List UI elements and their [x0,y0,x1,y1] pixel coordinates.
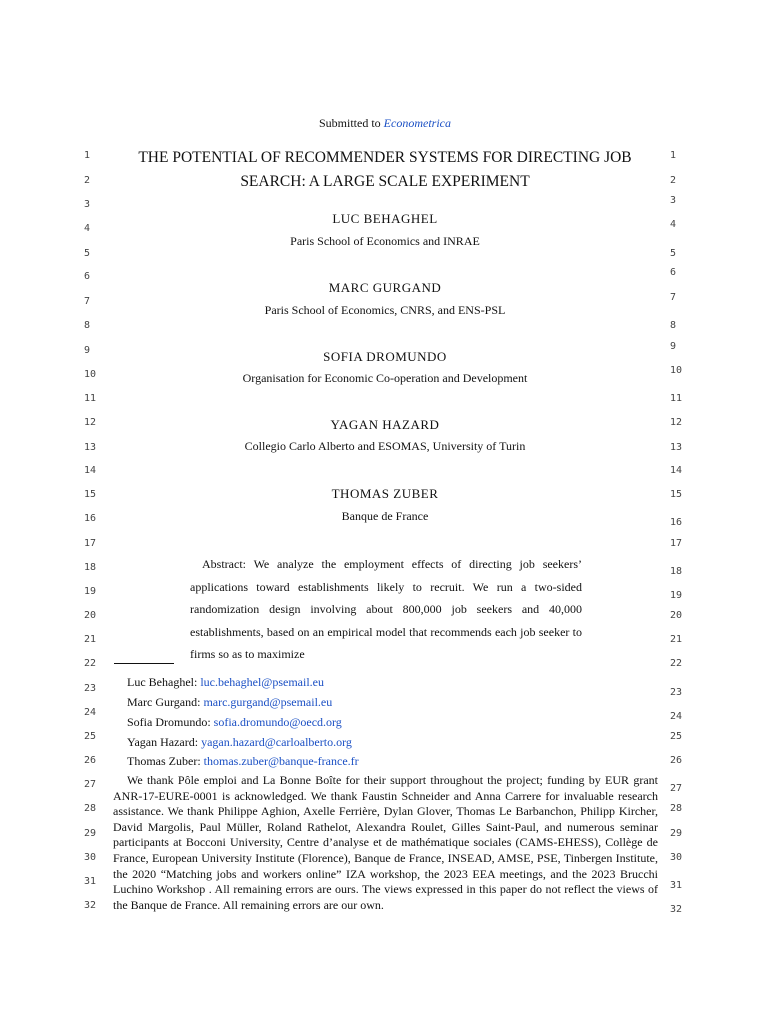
line-number-right: 25 [670,731,683,742]
line-number-left: 24 [84,707,97,718]
line-number-left: 25 [84,731,97,742]
contact-label: Thomas Zuber: [127,754,201,768]
line-number-left: 30 [84,852,97,863]
line-number-left: 2 [84,175,91,186]
line-number-right: 3 [670,195,677,206]
journal-link[interactable]: Econometrica [383,116,451,130]
submission-header [0,116,770,131]
author-name: MARC GURGAND [328,280,442,295]
line-number-right: 20 [670,610,683,621]
author-affiliation: Organisation for Economic Co-operation and Development [242,371,528,385]
line-number-right: 19 [670,590,683,601]
line-number-right: 26 [670,755,683,766]
footnote-rule [114,663,174,664]
line-number-left: 22 [84,658,97,669]
line-number-left: 28 [84,803,97,814]
line-number-right: 8 [670,320,677,331]
line-number-left: 9 [84,345,91,356]
line-number-right: 4 [670,219,677,230]
line-number-right: 30 [670,852,683,863]
line-number-right: 18 [670,566,683,577]
line-number-right: 12 [670,417,683,428]
author-affiliation: Paris School of Economics and INRAE [290,234,480,248]
line-number-right: 27 [670,783,683,794]
line-number-left: 6 [84,271,91,282]
abstract-text: Abstract: We analyze the employment effects of directing job seekers’ applications toward establishments likely to recruit. We run a two-sided randomization design involving about 800,000 job seekers and 40,000 establishments, based on an empirical model that recommends each job seeker to firms so as to maximize [190,557,582,661]
email-link[interactable]: yagan.hazard@carloalberto.org [201,735,352,749]
line-number-left: 13 [84,442,97,453]
contact-line [127,695,332,710]
line-number-right: 31 [670,880,683,891]
line-number-right: 7 [670,292,677,303]
line-number-left: 15 [84,489,97,500]
line-number-left: 21 [84,634,97,645]
line-number-left: 11 [84,393,97,404]
line-number-right: 22 [670,658,683,669]
line-number-right: 24 [670,711,683,722]
abstract [190,553,582,666]
line-number-right: 13 [670,442,683,453]
author-name: THOMAS ZUBER [331,486,439,501]
contact-label: Marc Gurgand: [127,695,201,709]
contact-line [127,754,359,769]
line-number-right: 2 [670,175,677,186]
contact-line [127,715,342,730]
contact-line [127,675,324,690]
line-number-left: 26 [84,755,97,766]
line-number-right: 23 [670,687,683,698]
line-number-left: 12 [84,417,97,428]
title-line-2: SEARCH: A LARGE SCALE EXPERIMENT [240,173,530,190]
contact-line [127,735,352,750]
line-number-right: 11 [670,393,683,404]
line-number-right: 16 [670,517,683,528]
line-number-left: 4 [84,223,91,234]
author-affiliation: Paris School of Economics, CNRS, and ENS-PSL [264,303,506,317]
line-number-left: 1 [84,150,91,161]
line-number-left: 29 [84,828,97,839]
author-affiliation: Collegio Carlo Alberto and ESOMAS, University of Turin [244,439,526,453]
line-number-left: 32 [84,900,97,911]
line-number-right: 21 [670,634,683,645]
line-number-left: 8 [84,320,91,331]
line-number-right: 29 [670,828,683,839]
line-number-right: 6 [670,267,677,278]
paper-title [110,146,660,194]
line-number-right: 10 [670,365,683,376]
line-number-right: 5 [670,248,677,259]
email-link[interactable]: thomas.zuber@banque-france.fr [203,754,359,768]
submission-prefix: Submitted to [319,116,381,130]
acknowledgments [113,773,658,913]
line-number-left: 17 [84,538,97,549]
line-number-left: 18 [84,562,97,573]
author-name: LUC BEHAGHEL [332,211,438,226]
email-link[interactable]: luc.behaghel@psemail.eu [200,675,324,689]
author-name: YAGAN HAZARD [330,417,440,432]
line-number-left: 10 [84,369,97,380]
contact-label: Yagan Hazard: [127,735,199,749]
contact-label: Luc Behaghel: [127,675,198,689]
line-number-right: 32 [670,904,683,915]
line-number-left: 5 [84,248,91,259]
line-number-left: 7 [84,296,91,307]
contact-label: Sofia Dromundo: [127,715,211,729]
line-number-left: 27 [84,779,97,790]
line-number-right: 15 [670,489,683,500]
line-number-left: 16 [84,513,97,524]
author-affiliation: Banque de France [341,509,429,523]
author-name: SOFIA DROMUNDO [323,349,447,364]
title-line-1: THE POTENTIAL OF RECOMMENDER SYSTEMS FOR DIRECTING JOB [138,149,632,166]
line-number-right: 1 [670,150,677,161]
line-number-left: 3 [84,199,91,210]
line-number-right: 28 [670,803,683,814]
line-number-left: 19 [84,586,97,597]
line-number-left: 31 [84,876,97,887]
email-link[interactable]: sofia.dromundo@oecd.org [213,715,342,729]
acknowledgments-text: We thank Pôle emploi and La Bonne Boîte for their support throughout the project; funding by EUR grant ANR-17-EURE-0001 is acknowledged. We thank Faustin Schneider and Anna Carrere for invaluable research assistance. We thank Philippe Aghion, Axelle Ferrière, Dylan Glover, Thomas Le Barbanchon, Philipp Kircher, David Margolis, Paul Müller, Roland Rathelot, Alexandra Roulet, Gilles Saint-Paul, and numerous seminar participants at Bocconi University, Centre d’analyse et de mathématique sociales (CAMS-EHESS), Collège de France, European University Institute (Florence), Banque de France, INSEAD, AMSE, PSE, Tinbergen Institute, the 2020 “Matching jobs and workers online” IZA workshop, the 2023 EEA meetings, and the 2023 Brucchi Luchino Workshop . All remaining errors are ours. The views expressed in this paper do not reflect the views of the Banque de France. All remaining errors are our own. [113,773,658,912]
line-number-left: 20 [84,610,97,621]
line-number-left: 23 [84,683,97,694]
email-link[interactable]: marc.gurgand@psemail.eu [203,695,333,709]
line-number-left: 14 [84,465,97,476]
line-number-right: 14 [670,465,683,476]
line-number-right: 9 [670,341,677,352]
line-number-right: 17 [670,538,683,549]
